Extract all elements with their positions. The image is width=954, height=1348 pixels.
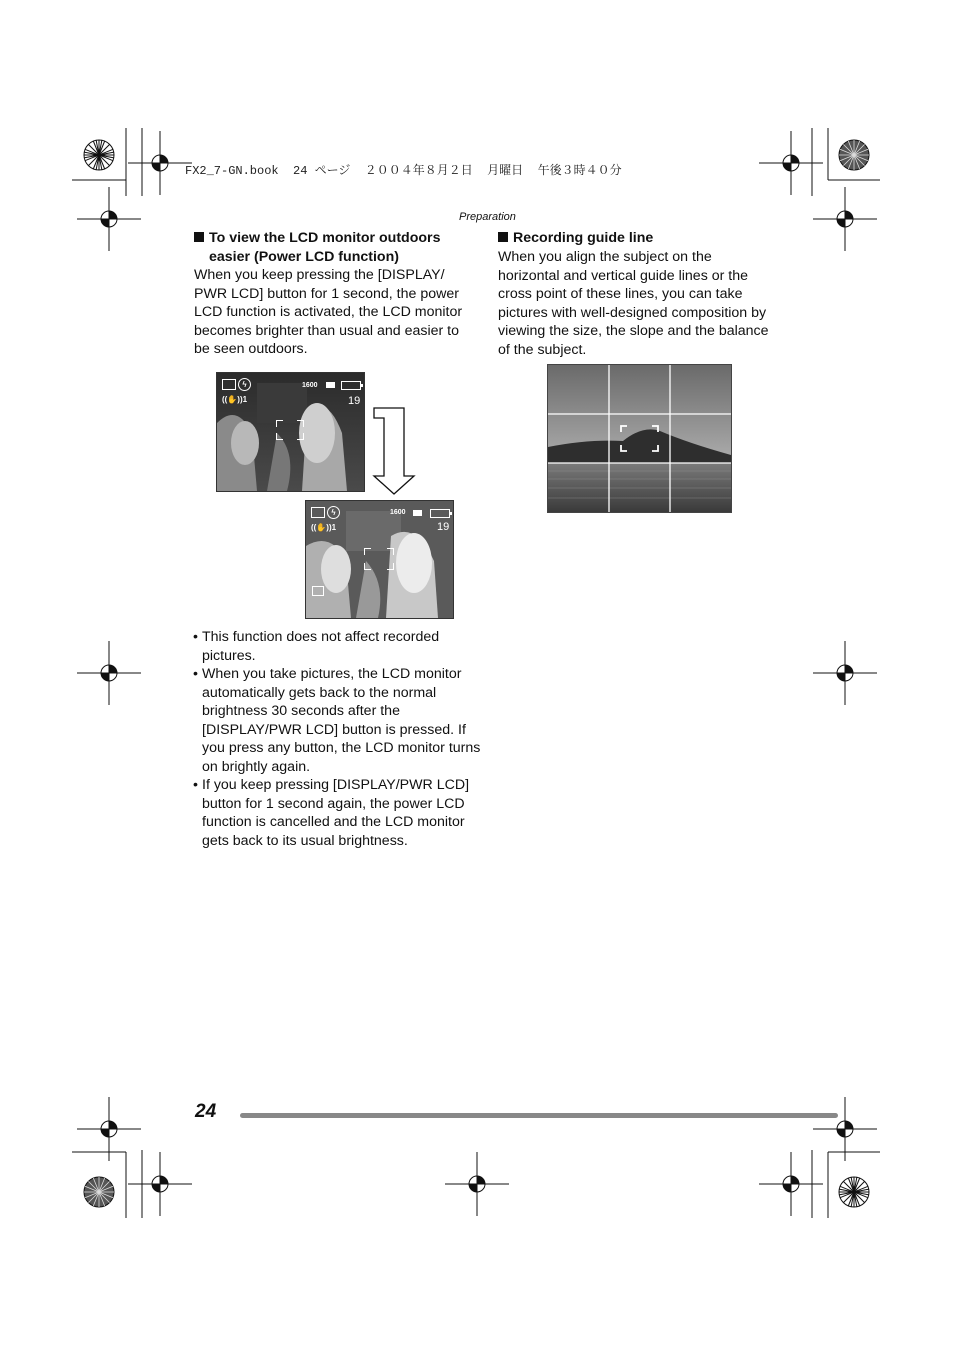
resolution-label: 1600 — [302, 382, 318, 389]
arrow-down-icon — [372, 406, 416, 496]
remaining-count: 19 — [437, 521, 450, 533]
power-lcd-description: When you keep pressing the [DISPLAY/ PWR LCD] button for 1 second, the power LCD function is activated, the LCD monitor becomes brighter than usual and easier to be seen outdoors. — [194, 267, 463, 357]
list-item: • If you keep pressing [DISPLAY/PWR LCD] button for 1 second again, the power LCD function is cancelled and the LCD monitor gets back to its usual brightness. — [193, 776, 483, 850]
battery-icon — [341, 381, 361, 390]
lcd-screen-power-lcd — [305, 500, 454, 619]
section-heading-power-lcd: To view the LCD monitor outdoors easier (Power LCD function) — [194, 229, 484, 266]
focus-frame-icon — [276, 420, 304, 440]
list-item: • This function does not affect recorded pictures. — [193, 628, 483, 665]
square-bullet-icon — [498, 232, 508, 242]
section-heading-guide-line: Recording guide line — [498, 229, 788, 248]
square-bullet-icon — [194, 232, 204, 242]
resolution-label: 1600 — [390, 509, 406, 516]
page-footer-rule — [240, 1113, 838, 1118]
lcd-screen-normal — [216, 372, 365, 492]
camera-mode-icon — [311, 507, 325, 518]
focus-frame-icon — [364, 548, 394, 570]
power-lcd-icon — [312, 586, 324, 596]
guide-line-example-image — [547, 364, 732, 513]
page-number: 24 — [195, 1101, 217, 1122]
remaining-count: 19 — [348, 395, 361, 407]
print-header: FX2_7-GN.book 24 ページ ２００４年８月２日 月曜日 午後３時４０分 — [185, 164, 622, 178]
stabilizer-icon: ((✋))1 — [222, 395, 248, 404]
camera-mode-icon — [222, 379, 236, 390]
flash-icon: ϟ — [327, 506, 340, 519]
running-head: Preparation — [459, 211, 516, 223]
battery-icon — [430, 509, 450, 518]
list-item: • When you take pictures, the LCD monitor automatically gets back to the normal brightness 30 seconds after the [DISPLAY/PWR LCD] button is pressed. If you press any button, the LCD monitor turns on brightly again. — [193, 665, 483, 776]
notes-list — [193, 628, 483, 850]
stabilizer-icon: ((✋))1 — [311, 523, 337, 532]
flash-icon: ϟ — [238, 378, 251, 391]
guide-line-description: When you align the subject on the horizontal and vertical guide lines or the cross point of these lines, you can take pictures with well-designed composition by viewing the size, the slope and the balance of the subject. — [498, 249, 769, 358]
quality-icon — [413, 510, 422, 516]
quality-icon — [326, 382, 335, 388]
